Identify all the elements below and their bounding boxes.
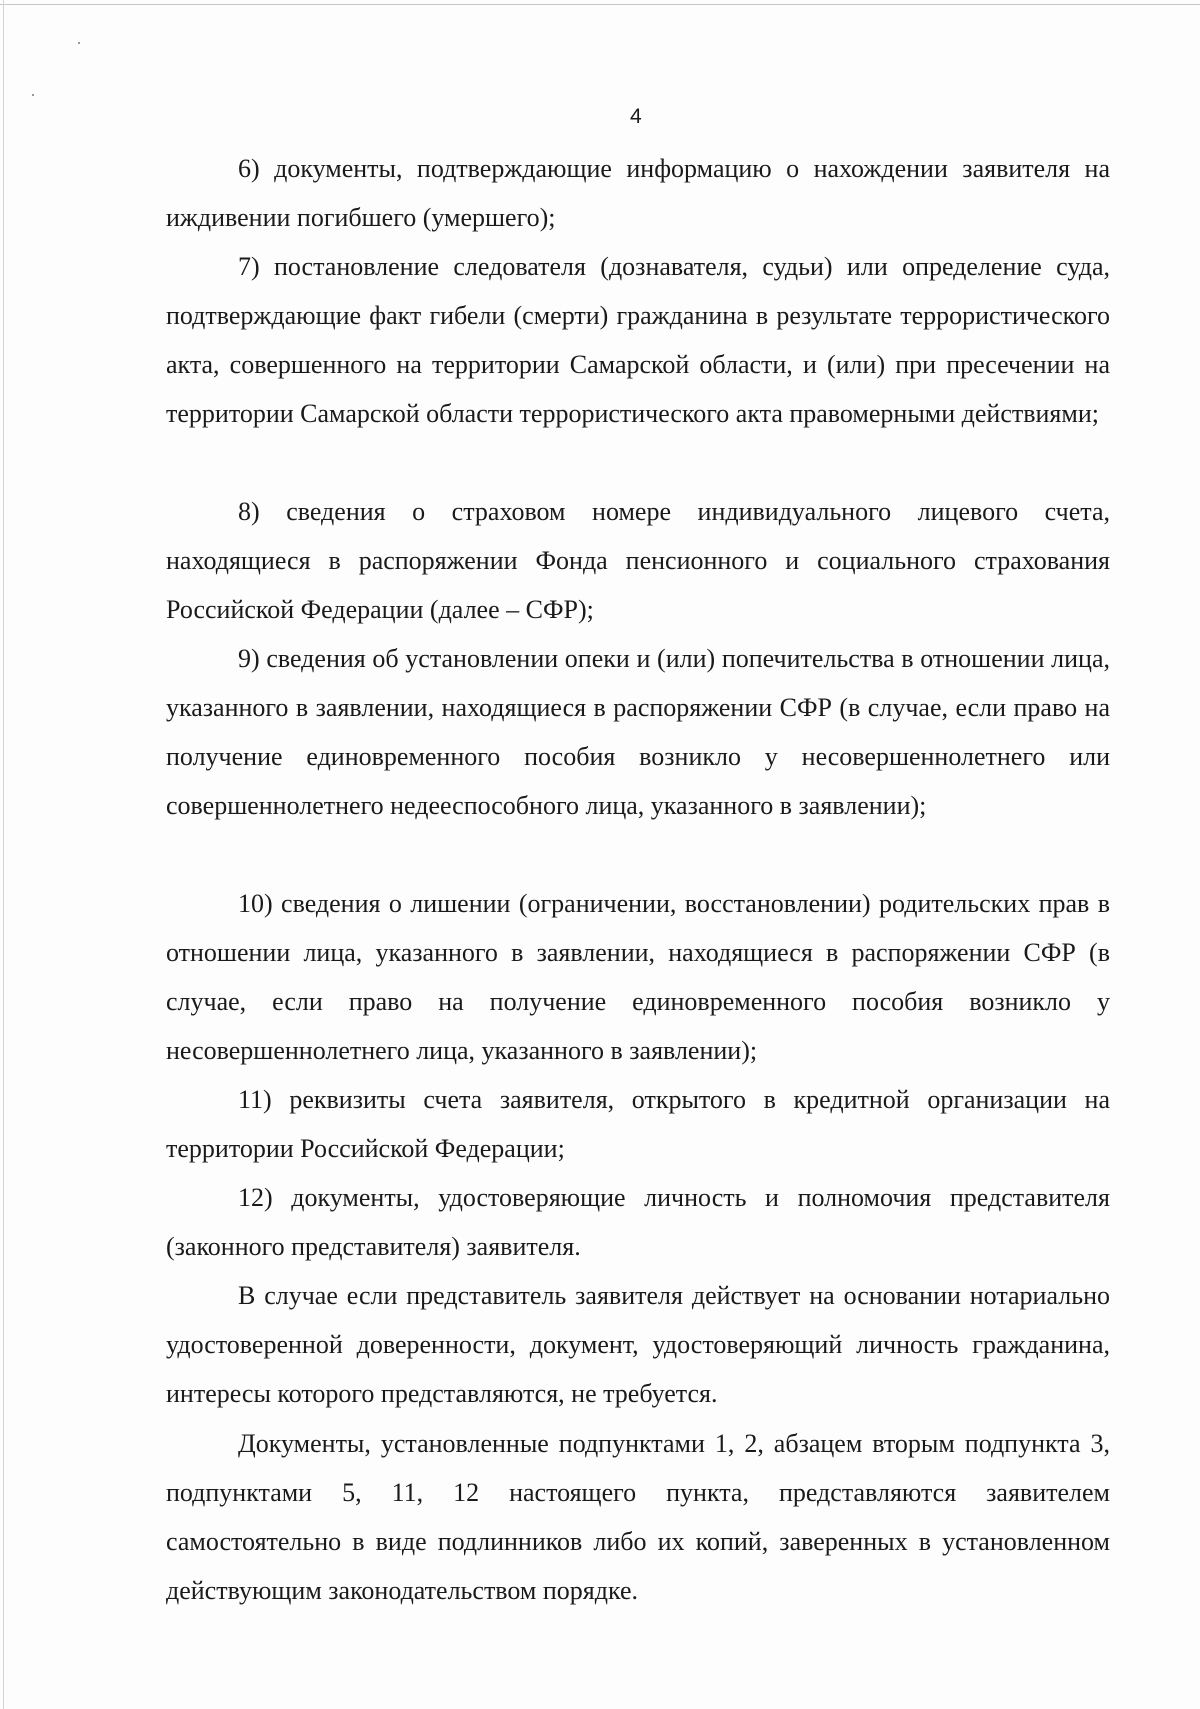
paragraph-representative: В случае если представитель заявителя действует на основании нотариально удостоверенной доверенности, документ, удостоверяющий личность гражданина, интересы которого представляются, не требуется. xyxy=(166,1281,1110,1408)
paragraph-item-7: 7) постановление следователя (дознавателя, судьи) или определение суда, подтверждающие факт гибели (смерти) гражданина в результате террористического акта, совершенного на территории Самарской области, и (или) при пресечении на территории Самарской области террористического акта правомерными действиями; xyxy=(166,252,1110,428)
scan-speck xyxy=(32,94,34,96)
scan-edge-top xyxy=(0,4,1200,5)
paragraph-item-10: 10) сведения о лишении (ограничении, восстановлении) родительских прав в отношении лица, указанного в заявлении, находящиеся в распоряжении СФР (в случае, если право на получение единовременного пособия возникло у несовершеннолетнего лица, указанного в заявлении); xyxy=(166,889,1110,1065)
paragraph-item-12: 12) документы, удостоверяющие личность и полномочия представителя (законного представителя) заявителя. xyxy=(166,1183,1110,1261)
paragraph-item-11: 11) реквизиты счета заявителя, открытого в кредитной организации на территории Российской Федерации; xyxy=(166,1085,1110,1163)
page-number: 4 xyxy=(630,105,642,128)
scan-speck xyxy=(78,42,80,44)
paragraph-documents: Документы, установленные подпунктами 1, 2, абзацем вторым подпункта 3, подпунктами 5, 11, 12 настоящего пункта, представляются заявителем самостоятельно в виде подлинников либо их копий, заверенных в установленном действующим законодательством порядке. xyxy=(166,1429,1110,1605)
paragraph-item-8: 8) сведения о страховом номере индивидуального лицевого счета, находящиеся в распоряжении Фонда пенсионного и социального страхования Российской Федерации (далее – СФР); xyxy=(166,497,1110,624)
scan-edge-left xyxy=(3,0,4,1709)
paragraph-item-9: 9) сведения об установлении опеки и (или) попечительства в отношении лица, указанного в заявлении, находящиеся в распоряжении СФР (в случае, если право на получение единовременного пособия возникло у несовершеннолетнего или совершеннолетнего недееспособного лица, указанного в заявлении); xyxy=(166,644,1110,820)
paragraph-item-6: 6) документы, подтверждающие информацию о нахождении заявителя на иждивении погибшего (умершего); xyxy=(166,154,1110,232)
